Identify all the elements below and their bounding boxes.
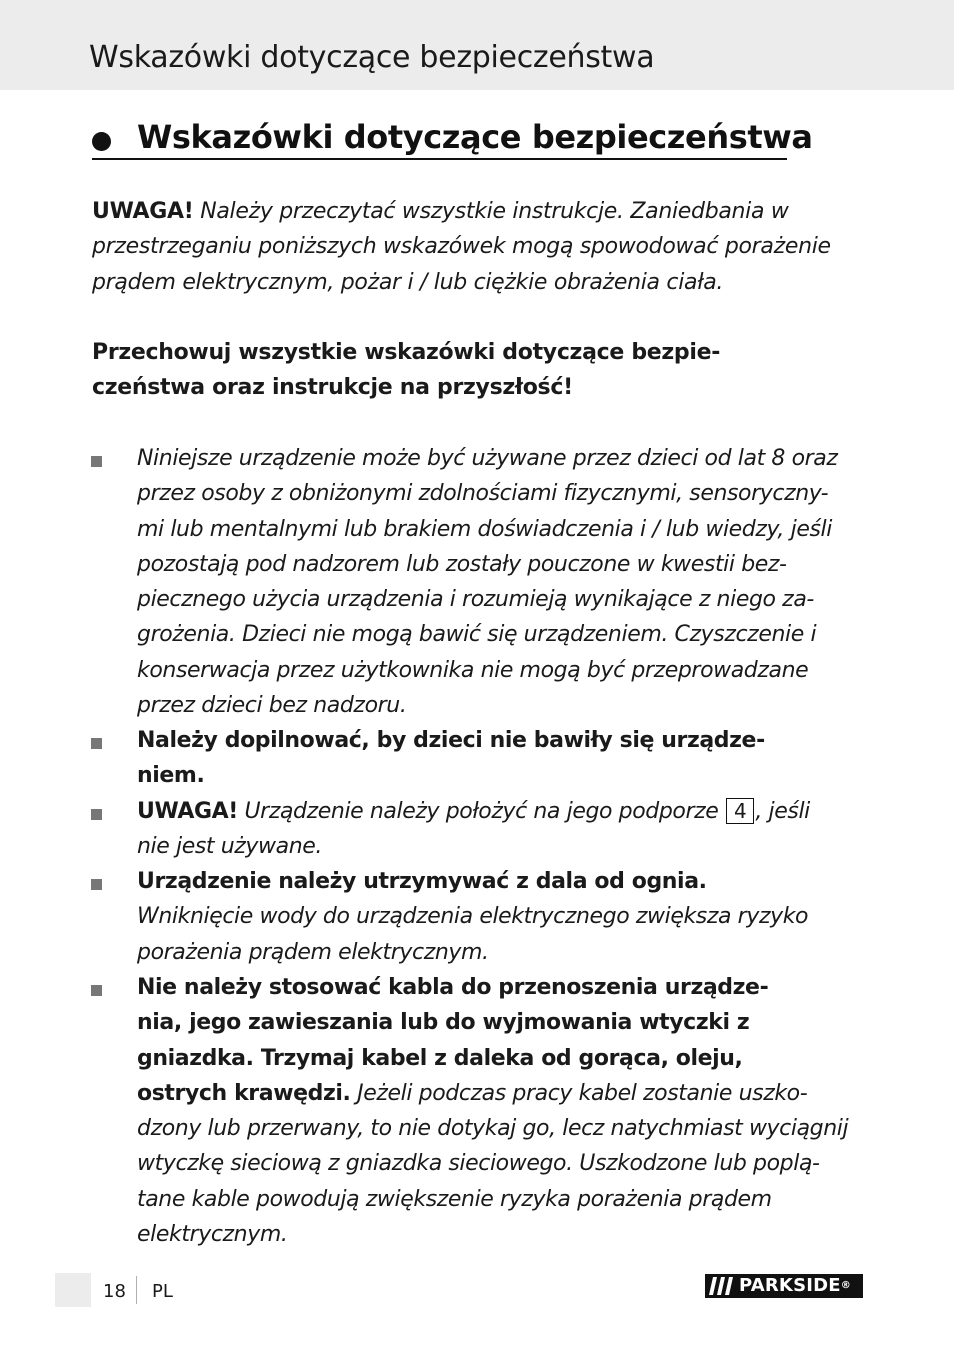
page-header-title: Wskazówki dotyczące bezpieczeństwa: [89, 40, 655, 75]
keep-instructions-line-1: Przechowuj wszystkie wskazówki dotyczące bezpie-: [92, 340, 721, 365]
page-number: 18: [103, 1281, 126, 1302]
list-item-children: [137, 441, 867, 723]
list-item-line: dzony lub przerwany, to nie dotykaj go, lecz natychmiast wyciągnij: [137, 1116, 849, 1142]
list-item-supervise: [137, 723, 867, 794]
warning-paragraph: [92, 194, 862, 300]
list-item-bold-line: gniazdka. Trzymaj kabel z daleka od gorąca, oleju,: [137, 1045, 743, 1071]
list-item-fire: [137, 864, 867, 970]
section-heading-block: [92, 118, 813, 160]
list-item-line: elektrycznym.: [137, 1222, 288, 1248]
keep-instructions-paragraph: [92, 335, 862, 406]
list-item-italic-rest: Jeżeli podczas pracy kabel zostanie uszko-: [350, 1080, 808, 1106]
list-bullet-icon: [91, 456, 102, 467]
list-item-line: Wniknięcie wody do urządzenia elektrycznego zwiększa ryzyko: [137, 904, 809, 930]
list-item-bold-line: nia, jego zawieszania lub do wyjmowania wtyczki z: [137, 1010, 750, 1036]
list-item-line: tane kable powodują zwiększenie ryzyka porażenia prądem: [137, 1186, 772, 1212]
warning-line-1: Należy przeczytać wszystkie instrukcje. Zaniedbania w: [193, 199, 789, 224]
language-code: PL: [152, 1281, 173, 1302]
list-item-line: Należy dopilnować, by dzieci nie bawiły się urządze-: [137, 728, 765, 753]
brand-registered-mark: ®: [840, 1280, 851, 1291]
support-warning-label: UWAGA!: [137, 799, 238, 824]
footer-marker: [55, 1273, 91, 1307]
support-text: Urządzenie należy położyć na jego podporze: [237, 799, 726, 824]
list-item-line: konserwacja przez użytkownika nie mogą być przeprowadzane: [137, 657, 809, 683]
list-item-line: wtyczkę sieciową z gniazdka sieciowego. Uszkodzone lub poplą-: [137, 1151, 820, 1177]
brand-stripes-icon: [709, 1277, 735, 1295]
list-item-line: niem.: [137, 763, 205, 789]
heading-underline: [92, 158, 787, 160]
list-item-support: [137, 794, 867, 865]
list-item-line: porażenia prądem elektrycznym.: [137, 939, 489, 965]
list-bullet-icon: [91, 809, 102, 820]
list-bullet-icon: [91, 985, 102, 996]
part-reference-badge: 4: [726, 798, 754, 824]
list-item-bold-start: ostrych krawędzi.: [137, 1080, 351, 1106]
brand-name: PARKSIDE: [739, 1275, 841, 1296]
list-item-cable: [137, 970, 867, 1252]
warning-label: UWAGA!: [92, 199, 194, 224]
list-item-line: piecznego użycia urządzenia i rozumieją wynikające z niego za-: [137, 587, 814, 613]
list-bullet-icon: [91, 879, 102, 890]
warning-line-3: prądem elektrycznym, pożar i / lub ciężkie obrażenia ciała.: [92, 269, 724, 295]
heading-bullet-icon: [92, 132, 111, 151]
list-item-bold-line: Urządzenie należy utrzymywać z dala od ognia.: [137, 869, 707, 894]
warning-line-2: przestrzeganiu poniższych wskazówek mogą spowodować porażenie: [92, 234, 831, 260]
list-item-line: Niniejsze urządzenie może być używane przez dzieci od lat 8 oraz: [137, 446, 838, 471]
list-item-line: mi lub mentalnymi lub brakiem doświadczenia i / lub wiedzy, jeśli: [137, 516, 832, 542]
list-item-bold-line: Nie należy stosować kabla do przenoszenia urządze-: [137, 975, 769, 1000]
list-item-line: przez osoby z obniżonymi zdolnościami fizycznymi, sensoryczny-: [137, 481, 829, 507]
section-heading: Wskazówki dotyczące bezpieczeństwa: [137, 118, 813, 156]
brand-logo: [705, 1274, 863, 1298]
list-item-line: przez dzieci bez nadzoru.: [137, 693, 407, 719]
support-text-after: , jeśli: [755, 799, 810, 824]
keep-instructions-line-2: czeństwa oraz instrukcje na przyszłość!: [92, 375, 573, 401]
list-bullet-icon: [91, 738, 102, 749]
list-item-line: pozostają pod nadzorem lub zostały pouczone w kwestii bez-: [137, 551, 787, 577]
list-item-line: grożenia. Dzieci nie mogą bawić się urządzeniem. Czyszczenie i: [137, 622, 817, 648]
list-item-line: nie jest używane.: [137, 834, 322, 860]
footer-divider: [136, 1276, 137, 1304]
